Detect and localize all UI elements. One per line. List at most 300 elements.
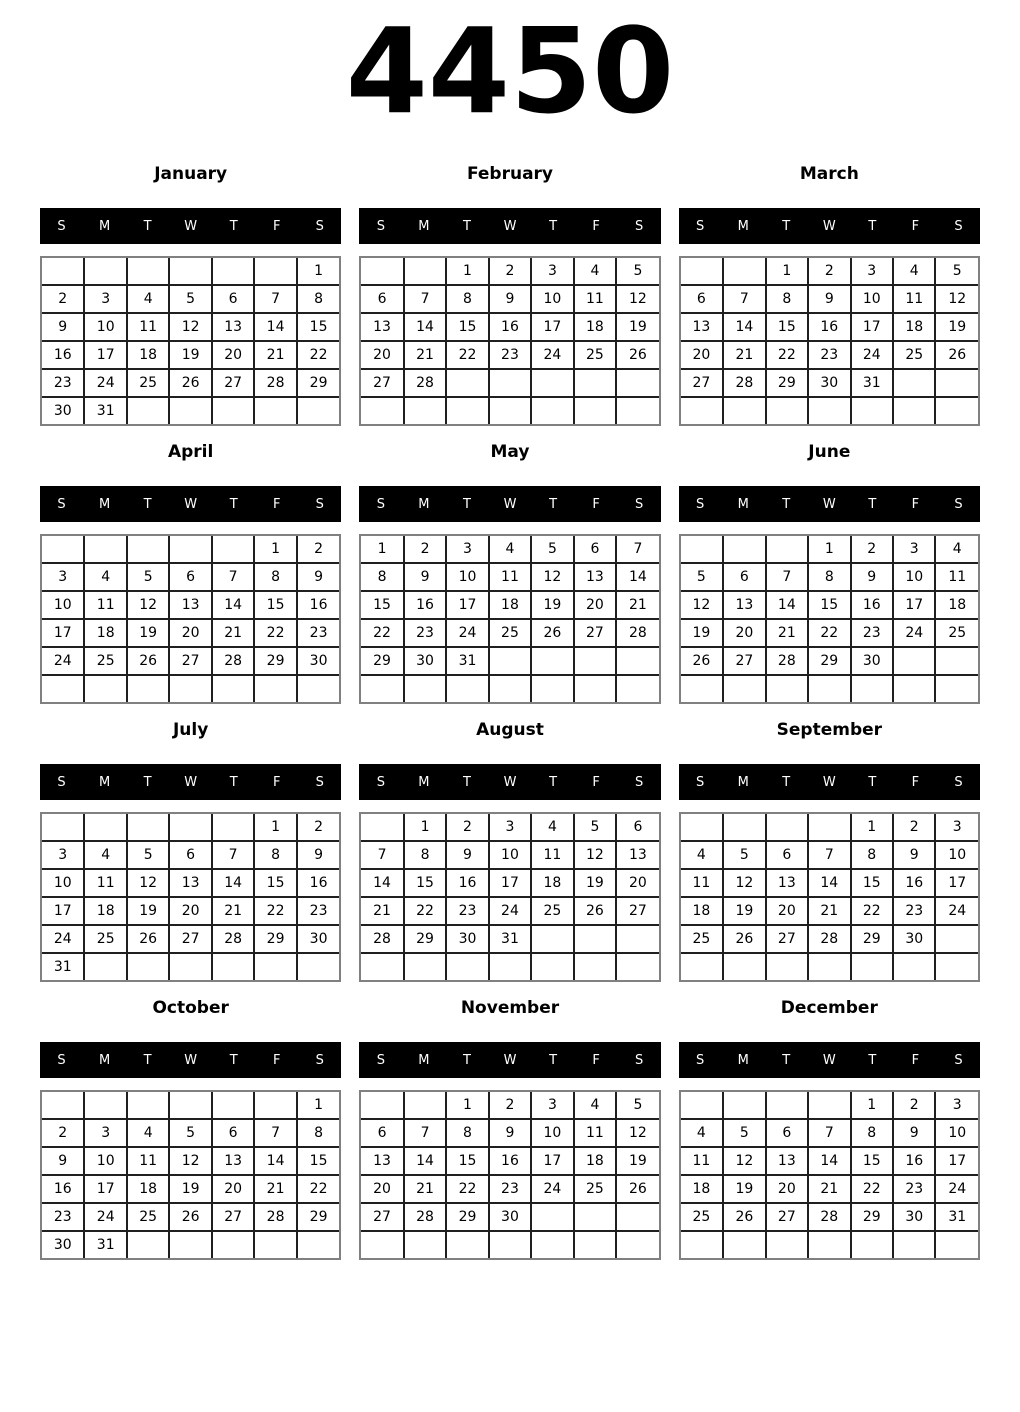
day-cell: 4 (489, 536, 531, 563)
month-block-march (679, 164, 980, 426)
week-row (361, 369, 658, 397)
day-cell: 28 (808, 925, 850, 953)
day-cell: 4 (531, 814, 573, 841)
weekday-label: M (737, 774, 749, 790)
empty-day-cell (489, 397, 531, 424)
empty-day-cell (893, 647, 935, 675)
week-row (681, 258, 978, 285)
day-cell: 7 (212, 563, 254, 591)
day-cell: 31 (935, 1203, 978, 1231)
day-cell: 13 (361, 1147, 403, 1175)
weekday-header (40, 1042, 341, 1078)
day-cell: 15 (446, 1147, 488, 1175)
weekday-label: S (635, 496, 644, 512)
month-title: October (152, 998, 229, 1018)
empty-day-cell (935, 369, 978, 397)
day-cell: 23 (297, 897, 340, 925)
day-cell: 4 (574, 258, 616, 285)
day-cell: 17 (851, 313, 893, 341)
weekday-label: T (229, 218, 238, 234)
day-cell: 16 (42, 341, 84, 369)
day-cell: 7 (404, 285, 446, 313)
day-cell: 3 (935, 814, 978, 841)
weekday-label: T (549, 218, 558, 234)
week-row (361, 258, 658, 285)
day-cell: 10 (531, 1119, 573, 1147)
empty-day-cell (574, 1203, 616, 1231)
empty-day-cell (84, 814, 126, 841)
day-cell: 23 (489, 1175, 531, 1203)
day-cell: 10 (531, 285, 573, 313)
day-cell: 15 (297, 1147, 340, 1175)
day-cell: 31 (84, 1231, 126, 1258)
day-cell: 20 (212, 1175, 254, 1203)
weekday-label: S (57, 774, 66, 790)
empty-day-cell (361, 675, 403, 702)
day-cell: 31 (84, 397, 126, 424)
day-cell: 14 (808, 1147, 850, 1175)
weekday-label: M (418, 774, 430, 790)
empty-day-cell (574, 675, 616, 702)
empty-day-cell (681, 1092, 723, 1119)
day-cell: 21 (212, 619, 254, 647)
empty-day-cell (446, 1231, 488, 1258)
day-cell: 16 (808, 313, 850, 341)
weekday-label: S (696, 1052, 705, 1068)
week-row (42, 591, 339, 619)
day-cell: 22 (851, 897, 893, 925)
day-cell: 27 (766, 925, 808, 953)
day-cell: 23 (893, 1175, 935, 1203)
day-cell: 14 (766, 591, 808, 619)
day-cell: 27 (361, 1203, 403, 1231)
day-cell: 4 (127, 1119, 169, 1147)
weekday-label: F (592, 218, 600, 234)
weekday-label: S (635, 218, 644, 234)
empty-day-cell (127, 536, 169, 563)
empty-day-cell (169, 953, 211, 980)
day-cell: 17 (935, 869, 978, 897)
week-row (361, 1175, 658, 1203)
week-row (42, 869, 339, 897)
month-title: May (490, 442, 530, 462)
day-cell: 3 (84, 285, 126, 313)
month-grid (42, 814, 339, 980)
weekday-label: T (549, 496, 558, 512)
day-cell: 16 (446, 869, 488, 897)
empty-day-cell (935, 647, 978, 675)
day-cell: 21 (723, 341, 765, 369)
empty-day-cell (361, 814, 403, 841)
empty-day-cell (574, 397, 616, 424)
month-block-october (40, 998, 341, 1260)
day-cell: 27 (361, 369, 403, 397)
day-cell: 2 (851, 536, 893, 563)
empty-day-cell (723, 1092, 765, 1119)
day-cell: 26 (169, 369, 211, 397)
day-cell: 8 (808, 563, 850, 591)
day-cell: 8 (851, 841, 893, 869)
day-cell: 28 (808, 1203, 850, 1231)
day-cell: 17 (84, 1175, 126, 1203)
empty-day-cell (361, 953, 403, 980)
month-grid (681, 814, 978, 980)
week-row (681, 647, 978, 675)
day-cell: 26 (574, 897, 616, 925)
day-cell: 30 (42, 1231, 84, 1258)
weekday-label: W (184, 774, 198, 790)
empty-day-cell (404, 675, 446, 702)
week-row (42, 647, 339, 675)
week-row (361, 925, 658, 953)
empty-day-cell (531, 675, 573, 702)
weekday-label: W (503, 1052, 517, 1068)
day-cell: 19 (723, 1175, 765, 1203)
empty-day-cell (616, 1203, 659, 1231)
day-cell: 1 (297, 1092, 340, 1119)
weekday-label: T (782, 774, 791, 790)
day-cell: 12 (681, 591, 723, 619)
day-cell: 7 (212, 841, 254, 869)
day-cell: 17 (42, 897, 84, 925)
day-cell: 8 (766, 285, 808, 313)
week-row (42, 897, 339, 925)
week-row (42, 313, 339, 341)
weekday-label: W (822, 1052, 836, 1068)
weekday-label: S (57, 1052, 66, 1068)
day-cell: 11 (84, 591, 126, 619)
day-cell: 17 (893, 591, 935, 619)
empty-day-cell (446, 369, 488, 397)
day-cell: 21 (766, 619, 808, 647)
weekday-label: F (273, 774, 281, 790)
day-cell: 22 (254, 897, 296, 925)
week-row (681, 897, 978, 925)
week-row (361, 953, 658, 980)
empty-day-cell (723, 1231, 765, 1258)
empty-day-cell (893, 1231, 935, 1258)
day-cell: 16 (893, 869, 935, 897)
day-cell: 24 (851, 341, 893, 369)
day-cell: 11 (127, 1147, 169, 1175)
day-cell: 14 (254, 313, 296, 341)
empty-day-cell (935, 397, 978, 424)
day-cell: 11 (84, 869, 126, 897)
weekday-label: F (592, 774, 600, 790)
empty-day-cell (616, 953, 659, 980)
day-cell: 24 (42, 925, 84, 953)
day-cell: 5 (574, 814, 616, 841)
day-cell: 23 (489, 341, 531, 369)
month-block-may (359, 442, 660, 704)
day-cell: 20 (681, 341, 723, 369)
day-cell: 20 (766, 897, 808, 925)
day-cell: 6 (766, 1119, 808, 1147)
weekday-label: T (549, 774, 558, 790)
empty-day-cell (489, 953, 531, 980)
week-row (361, 647, 658, 675)
day-cell: 22 (297, 341, 340, 369)
week-row (361, 397, 658, 424)
empty-day-cell (808, 675, 850, 702)
day-cell: 23 (42, 369, 84, 397)
day-cell: 22 (851, 1175, 893, 1203)
empty-day-cell (404, 397, 446, 424)
day-cell: 13 (212, 313, 254, 341)
day-cell: 10 (851, 285, 893, 313)
day-cell: 6 (616, 814, 659, 841)
weekday-label: T (549, 1052, 558, 1068)
month-grid-frame (40, 534, 341, 704)
day-cell: 23 (851, 619, 893, 647)
day-cell: 27 (766, 1203, 808, 1231)
week-row (681, 1203, 978, 1231)
day-cell: 21 (404, 1175, 446, 1203)
weekday-label: S (696, 218, 705, 234)
day-cell: 19 (127, 619, 169, 647)
empty-day-cell (169, 814, 211, 841)
weekday-label: M (98, 496, 111, 512)
empty-day-cell (893, 675, 935, 702)
weekday-label: M (98, 218, 111, 234)
weekday-label: T (462, 496, 471, 512)
month-grid-frame (679, 812, 980, 982)
day-cell: 30 (446, 925, 488, 953)
day-cell: 15 (254, 591, 296, 619)
day-cell: 28 (361, 925, 403, 953)
month-title: September (776, 720, 883, 740)
day-cell: 5 (531, 536, 573, 563)
month-grid-frame (679, 534, 980, 704)
day-cell: 25 (681, 925, 723, 953)
year-title: 4450 (345, 2, 675, 140)
empty-day-cell (766, 536, 808, 563)
day-cell: 30 (42, 397, 84, 424)
weekday-label: S (376, 1052, 385, 1068)
empty-day-cell (254, 1092, 296, 1119)
day-cell: 1 (254, 536, 296, 563)
month-grid (42, 258, 339, 424)
day-cell: 13 (574, 563, 616, 591)
empty-day-cell (212, 397, 254, 424)
month-grid (42, 1092, 339, 1258)
day-cell: 26 (723, 1203, 765, 1231)
day-cell: 21 (254, 1175, 296, 1203)
empty-day-cell (212, 1092, 254, 1119)
month-title: March (799, 164, 859, 184)
day-cell: 25 (893, 341, 935, 369)
empty-day-cell (127, 397, 169, 424)
day-cell: 9 (893, 1119, 935, 1147)
empty-day-cell (531, 1203, 573, 1231)
weekday-label: W (503, 774, 517, 790)
week-row (681, 1147, 978, 1175)
week-row (42, 1231, 339, 1258)
week-row (42, 675, 339, 702)
empty-day-cell (808, 953, 850, 980)
day-cell: 31 (851, 369, 893, 397)
day-cell: 10 (893, 563, 935, 591)
week-row (361, 1147, 658, 1175)
day-cell: 17 (531, 1147, 573, 1175)
weekday-label: S (954, 1052, 963, 1068)
day-cell: 3 (531, 1092, 573, 1119)
empty-day-cell (361, 258, 403, 285)
day-cell: 26 (616, 1175, 659, 1203)
week-row (42, 1203, 339, 1231)
weekday-label: F (592, 1052, 600, 1068)
day-cell: 15 (297, 313, 340, 341)
weekday-label: W (822, 218, 836, 234)
empty-day-cell (574, 1231, 616, 1258)
day-cell: 17 (935, 1147, 978, 1175)
weekday-label: F (911, 218, 920, 234)
day-cell: 28 (404, 369, 446, 397)
empty-day-cell (42, 536, 84, 563)
day-cell: 13 (616, 841, 659, 869)
day-cell: 6 (574, 536, 616, 563)
week-row (42, 925, 339, 953)
week-row (681, 563, 978, 591)
day-cell: 16 (297, 869, 340, 897)
day-cell: 13 (681, 313, 723, 341)
day-cell: 22 (361, 619, 403, 647)
day-cell: 18 (127, 1175, 169, 1203)
day-cell: 14 (808, 869, 850, 897)
empty-day-cell (616, 647, 659, 675)
day-cell: 30 (808, 369, 850, 397)
day-cell: 4 (84, 841, 126, 869)
weekday-label: W (184, 1052, 198, 1068)
day-cell: 18 (574, 313, 616, 341)
week-row (42, 341, 339, 369)
day-cell: 25 (489, 619, 531, 647)
empty-day-cell (574, 647, 616, 675)
empty-day-cell (681, 1231, 723, 1258)
day-cell: 9 (297, 841, 340, 869)
months-grid (0, 164, 1020, 1260)
day-cell: 10 (84, 313, 126, 341)
empty-day-cell (127, 1231, 169, 1258)
day-cell: 12 (616, 1119, 659, 1147)
week-row (42, 1119, 339, 1147)
day-cell: 13 (169, 869, 211, 897)
day-cell: 29 (297, 369, 340, 397)
weekday-label: M (98, 1052, 111, 1068)
day-cell: 29 (404, 925, 446, 953)
empty-day-cell (808, 814, 850, 841)
day-cell: 7 (808, 841, 850, 869)
day-cell: 27 (574, 619, 616, 647)
weekday-label: F (273, 496, 281, 512)
weekday-label: T (229, 496, 238, 512)
day-cell: 25 (127, 1203, 169, 1231)
day-cell: 18 (681, 897, 723, 925)
day-cell: 24 (531, 1175, 573, 1203)
day-cell: 2 (489, 1092, 531, 1119)
day-cell: 18 (84, 897, 126, 925)
week-row (361, 563, 658, 591)
week-row (42, 536, 339, 563)
empty-day-cell (808, 1092, 850, 1119)
empty-day-cell (766, 814, 808, 841)
weekday-header (40, 764, 341, 800)
day-cell: 15 (254, 869, 296, 897)
week-row (42, 619, 339, 647)
day-cell: 4 (893, 258, 935, 285)
day-cell: 26 (681, 647, 723, 675)
day-cell: 11 (127, 313, 169, 341)
week-row (681, 313, 978, 341)
day-cell: 7 (404, 1119, 446, 1147)
weekday-header (359, 1042, 660, 1078)
day-cell: 7 (254, 1119, 296, 1147)
day-cell: 29 (808, 647, 850, 675)
weekday-label: F (273, 218, 281, 234)
empty-day-cell (42, 814, 84, 841)
empty-day-cell (723, 675, 765, 702)
day-cell: 7 (766, 563, 808, 591)
day-cell: 6 (212, 285, 254, 313)
day-cell: 1 (808, 536, 850, 563)
empty-day-cell (531, 1231, 573, 1258)
day-cell: 16 (893, 1147, 935, 1175)
empty-day-cell (574, 953, 616, 980)
empty-day-cell (489, 675, 531, 702)
day-cell: 30 (893, 1203, 935, 1231)
day-cell: 2 (808, 258, 850, 285)
day-cell: 16 (297, 591, 340, 619)
day-cell: 18 (127, 341, 169, 369)
day-cell: 5 (616, 258, 659, 285)
month-block-july (40, 720, 341, 982)
week-row (681, 619, 978, 647)
day-cell: 27 (212, 1203, 254, 1231)
day-cell: 24 (84, 369, 126, 397)
empty-day-cell (851, 1231, 893, 1258)
empty-day-cell (893, 369, 935, 397)
empty-day-cell (681, 814, 723, 841)
empty-day-cell (127, 953, 169, 980)
empty-day-cell (127, 1092, 169, 1119)
weekday-header (679, 1042, 980, 1078)
empty-day-cell (808, 1231, 850, 1258)
week-row (681, 814, 978, 841)
day-cell: 7 (361, 841, 403, 869)
month-grid-frame (359, 812, 660, 982)
day-cell: 30 (489, 1203, 531, 1231)
month-grid-frame (40, 1090, 341, 1260)
day-cell: 9 (42, 313, 84, 341)
day-cell: 28 (404, 1203, 446, 1231)
empty-day-cell (42, 1092, 84, 1119)
week-row (361, 675, 658, 702)
day-cell: 25 (127, 369, 169, 397)
empty-day-cell (616, 369, 659, 397)
month-grid-frame (40, 256, 341, 426)
day-cell: 11 (574, 285, 616, 313)
empty-day-cell (893, 397, 935, 424)
day-cell: 24 (531, 341, 573, 369)
day-cell: 3 (42, 563, 84, 591)
day-cell: 6 (361, 285, 403, 313)
day-cell: 22 (446, 341, 488, 369)
day-cell: 8 (297, 285, 340, 313)
weekday-header (679, 486, 980, 522)
day-cell: 1 (361, 536, 403, 563)
day-cell: 1 (297, 258, 340, 285)
week-row (681, 397, 978, 424)
